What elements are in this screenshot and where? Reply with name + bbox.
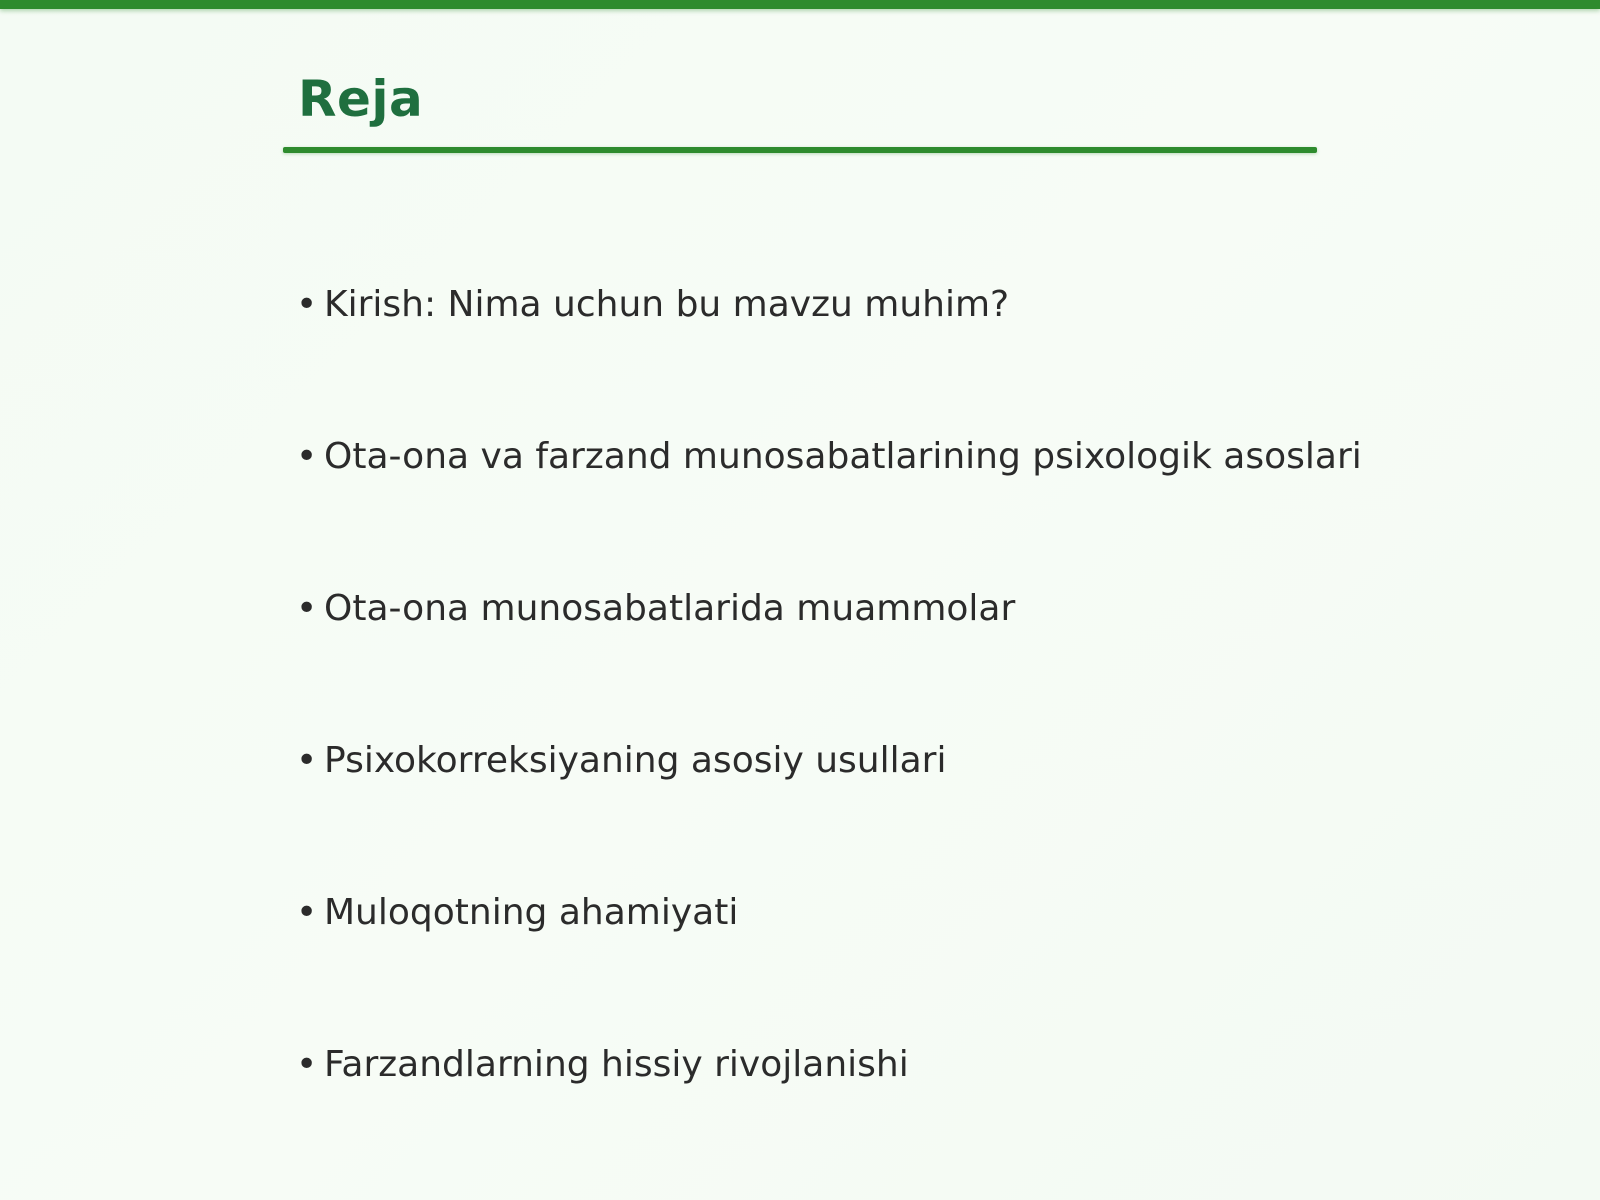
agenda-item <box>296 1037 1376 1189</box>
bullet-icon: • <box>296 588 318 629</box>
bullet-icon: • <box>296 892 318 933</box>
agenda-item-text: Ota-ona va farzand munosabatlarining psixologik asoslari <box>324 436 1362 477</box>
bullet-icon: • <box>296 436 318 477</box>
bullet-icon: • <box>296 740 318 781</box>
bullet-icon: • <box>296 284 318 325</box>
agenda-item-text: Kirish: Nima uchun bu mavzu muhim? <box>324 284 1010 325</box>
agenda-item <box>296 581 1376 733</box>
agenda-list <box>296 277 1376 1189</box>
agenda-item <box>296 429 1376 581</box>
agenda-item-text: Farzandlarning hissiy rivojlanishi <box>324 1044 909 1085</box>
agenda-item-text: Ota-ona munosabatlarida muammolar <box>324 588 1016 629</box>
agenda-item <box>296 277 1376 429</box>
agenda-item-text: Muloqotning ahamiyati <box>324 892 739 933</box>
agenda-item <box>296 885 1376 1037</box>
bullet-icon: • <box>296 1044 318 1085</box>
agenda-item <box>296 733 1376 885</box>
agenda-item-text: Psixokorreksiyaning asosiy usullari <box>324 740 947 781</box>
title-underline <box>283 147 1317 153</box>
slide-title: Reja <box>298 70 424 128</box>
